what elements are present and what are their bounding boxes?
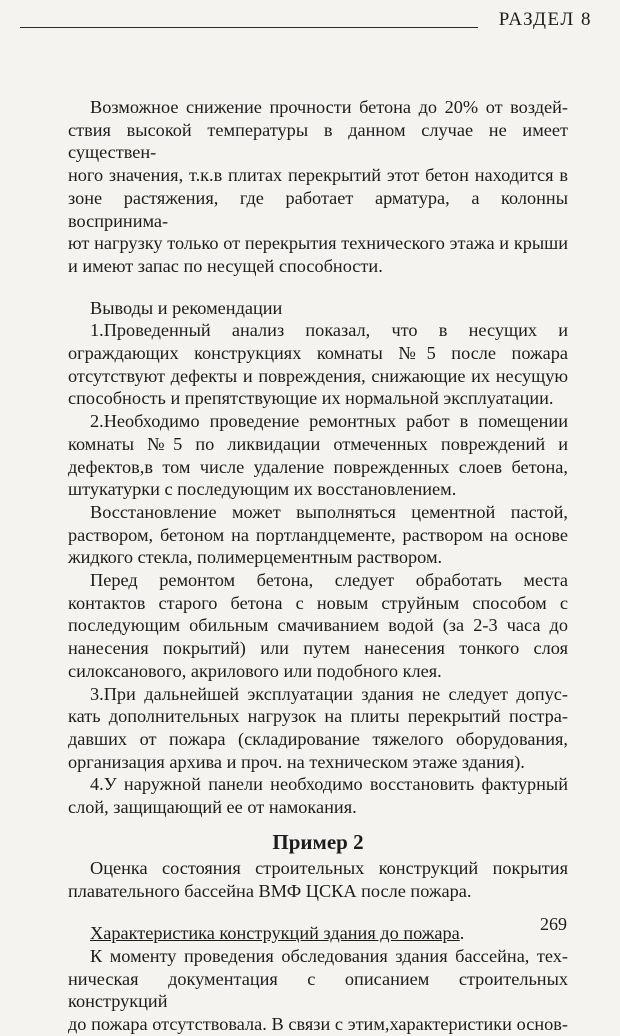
text-line: и имеют запас по несущей способности. [68, 255, 383, 276]
text-line: нанесения покрытий) или путем нанесения тонкого слоя [68, 638, 568, 659]
text-line: Восстановление может выполняться цементной пастой, [90, 501, 568, 522]
text-line: ническая документация с описанием строительных конструкций [68, 968, 568, 1012]
text-line: штукатурки с последующим их восстановлением. [68, 479, 457, 500]
characteristics-suffix: . [459, 923, 465, 944]
text-line: ствия высокой температуры в данном случае не имеет существен- [68, 119, 568, 163]
section-header [499, 9, 592, 31]
text-line: Перед ремонтом бетона, следует обработать места [90, 570, 568, 591]
text-line: 4.У наружной панели необходимо восстановить фактурный [90, 774, 568, 795]
text-line: 1.Проведенный анализ показал, что в несущих и [90, 320, 568, 341]
text-line: ограждающих конструкциях комнаты №5 после пожара [68, 343, 568, 364]
text-line: до пожара отсутствовала. В связи с этим,характеристики основ- [68, 1014, 568, 1035]
text-line: 2.Необходимо проведение ремонтных работ в помещении [90, 411, 568, 432]
text-line: 3.При дальнейшей эксплуатации здания не следует допус- [90, 683, 568, 704]
section-label: РАЗДЕЛ [498, 9, 575, 30]
text-line: способность и препятствующие их нормальной эксплуатации. [68, 388, 554, 409]
text-line: дефектов,в том числе удаление поврежденных слоев бетона, [68, 456, 568, 477]
text-line: силоксанового, акрилового или подобного клея. [68, 660, 442, 681]
header-rule [20, 27, 478, 28]
text-line: Оценка состояния строительных конструкций покрытия [90, 857, 568, 878]
text-line: жидкого стекла, полимерцементным раствором. [68, 547, 443, 568]
page-number: 269 [540, 914, 567, 934]
conclusions-title: Выводы и рекомендации [90, 297, 283, 318]
text-line: кать дополнительных нагрузок на плиты перекрытий постра- [68, 706, 568, 727]
text-line: К моменту проведения обследования здания бассейна, тех- [90, 945, 568, 966]
text-line: комнаты №5 по ликвидации отмеченных повреждений и [68, 433, 568, 454]
body-text [68, 96, 568, 1036]
text-line: Возможное снижение прочности бетона до 20% от воздей- [90, 97, 568, 117]
text-line: контактов старого бетона с новым струйным способом с [68, 592, 568, 613]
section-number: 8 [581, 9, 592, 30]
characteristics-heading [68, 922, 568, 945]
example-title: Пример 2 [272, 829, 364, 854]
text-line: последующим обильным смачиванием водой (за 2-3 часа до [68, 615, 568, 636]
text-line: организация архива и проч. на техническом этаже здания). [68, 751, 525, 772]
text-line: слой, защищающий ее от намокания. [68, 797, 357, 818]
text-line: ного значения, т.к.в плитах перекрытий этот бетон находится в [68, 165, 568, 186]
text-line: давших от пожара (складирование тяжелого оборудования, [68, 728, 568, 749]
text-line: раствором, бетоном на портландцементе, раствором на основе [68, 524, 568, 545]
text-line: отсутствуют дефекты и повреждения, снижающие их несущую [68, 365, 568, 386]
text-line: плавательного бассейна ВМФ ЦСКА после пожара. [68, 880, 472, 901]
characteristics-title: Характеристика конструкций здания до пожара [90, 923, 460, 944]
text-line: ют нагрузку только от перекрытия технического этажа и крыши [68, 233, 568, 254]
text-line: зоне растяжения, где работает арматура, а колонны воспринима- [68, 187, 568, 231]
